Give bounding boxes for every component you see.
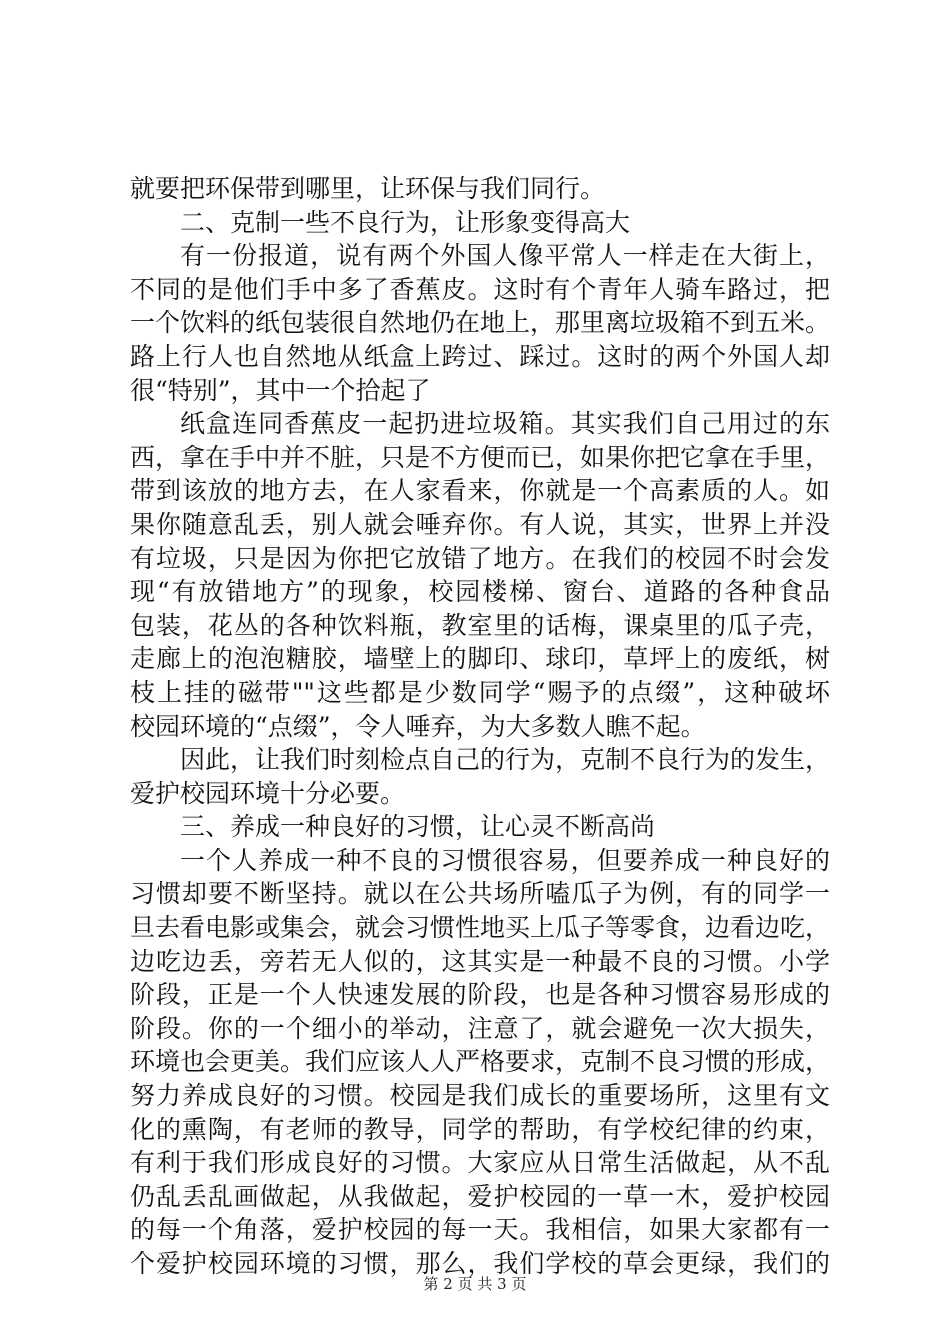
text-line: 的每一个角落，爱护校园的每一天。我相信，如果大家都有一 (130, 1215, 830, 1245)
text-line: 因此，让我们时刻检点自己的行为，克制不良行为的发生， (180, 745, 830, 775)
page-number-label: 第 2 页 共 3 页 (423, 1275, 527, 1293)
text-line: 很“特别”，其中一个拾起了 (130, 375, 431, 405)
text-line: 现“有放错地方”的现象，校园楼梯、窗台、道路的各种食品 (130, 577, 830, 607)
text-line: 化的熏陶，有老师的教导，同学的帮助，有学校纪律的约束， (130, 1114, 830, 1144)
text-line: 有利于我们形成良好的习惯。大家应从日常生活做起，从不乱 (130, 1148, 830, 1178)
text-line: 一个饮料的纸包装很自然地仍在地上，那里离垃圾箱不到五米。 (130, 308, 830, 338)
text-line: 个爱护校园环境的习惯，那么，我们学校的草会更绿，我们的 (130, 1249, 830, 1278)
text-line: 有垃圾，只是因为你把它放错了地方。在我们的校园不时会发 (130, 543, 830, 573)
page-footer (0, 1273, 950, 1295)
text-line: 一个人养成一种不良的习惯很容易，但要养成一种良好的 (180, 845, 830, 875)
text-line: 走廊上的泡泡糖胶，墙壁上的脚印、球印，草坪上的废纸，树 (130, 644, 830, 674)
text-line: 阶段。你的一个细小的举动，注意了，就会避免一次大损失， (130, 1013, 830, 1043)
text-line: 就要把环保带到哪里，让环保与我们同行。 (130, 174, 606, 203)
text-line: 有一份报道，说有两个外国人像平常人一样走在大街上， (180, 241, 830, 271)
text-line: 果你随意乱丢，别人就会唾弃你。有人说，其实，世界上并没 (130, 509, 830, 539)
text-line: 环境也会更美。我们应该人人严格要求，克制不良习惯的形成， (130, 1047, 830, 1077)
text-line: 旦去看电影或集会，就会习惯性地买上瓜子等零食，边看边吃， (130, 913, 830, 943)
text-line: 努力养成良好的习惯。校园是我们成长的重要场所，这里有文 (130, 1081, 830, 1111)
text-line: 枝上挂的磁带""这些都是少数同学“赐予的点缀”，这种破坏 (130, 677, 830, 707)
text-line: 纸盒连同香蕉皮一起扔进垃圾箱。其实我们自己用过的东 (180, 409, 830, 439)
text-line: 爱护校园环境十分必要。 (130, 778, 406, 808)
text-line: 阶段，正是一个人快速发展的阶段，也是各种习惯容易形成的 (130, 980, 830, 1010)
text-line: 西，拿在手中并不脏，只是不方便而已，如果你把它拿在手里， (130, 442, 830, 472)
text-line: 边吃边丢，旁若无人似的，这其实是一种最不良的习惯。小学 (130, 946, 830, 976)
text-line: 不同的是他们手中多了香蕉皮。这时有个青年人骑车路过，把 (130, 274, 830, 304)
text-line: 二、克制一些不良行为，让形象变得高大 (180, 207, 631, 237)
text-line: 校园环境的“点缀”，令人唾弃，为大多数人瞧不起。 (130, 711, 706, 741)
text-line: 习惯却要不断坚持。就以在公共场所嗑瓜子为例，有的同学一 (130, 879, 830, 909)
text-line: 三、养成一种良好的习惯，让心灵不断高尚 (180, 812, 656, 842)
text-line: 仍乱丢乱画做起，从我做起，爱护校园的一草一木，爱护校园 (130, 1181, 830, 1211)
text-line: 带到该放的地方去，在人家看来，你就是一个高素质的人。如 (130, 476, 830, 506)
document-body (130, 172, 830, 1281)
text-line: 包装，花丛的各种饮料瓶，教室里的话梅，课桌里的瓜子壳， (130, 610, 830, 640)
text-line: 路上行人也自然地从纸盒上跨过、踩过。这时的两个外国人却 (130, 341, 830, 371)
